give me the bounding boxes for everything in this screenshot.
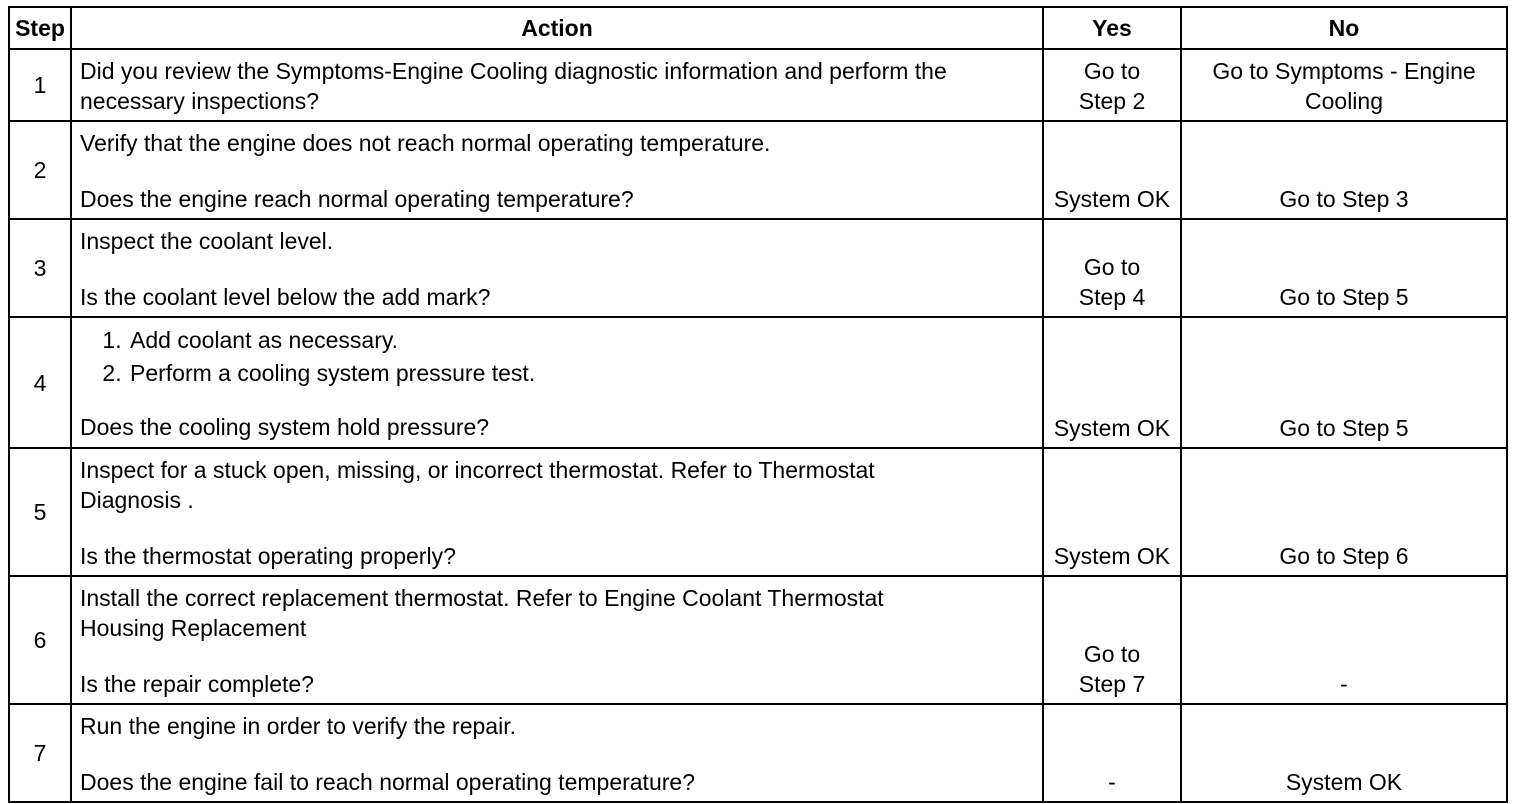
table-row [9,49,1507,121]
list-item: 1. Add coolant as necessary. [128,324,1034,357]
step-number: 4 [9,317,71,448]
no-cell [1181,121,1507,219]
yes-text: - [1108,769,1116,795]
yes-cell [1043,704,1181,802]
action-question: Does the engine reach normal operating temperature? [80,186,634,212]
step-number: 5 [9,448,71,576]
table-row [9,704,1507,802]
action-text: Run the engine in order to verify the repair. [80,713,516,739]
table-row [9,448,1507,576]
action-cell [71,121,1043,219]
action-cell [71,219,1043,317]
yes-cell [1043,49,1181,121]
action-steps-list [80,324,1034,390]
no-cell [1181,49,1507,121]
yes-cell [1043,317,1181,448]
no-text: Go to Step 3 [1279,186,1409,212]
yes-text: System OK [1053,415,1171,441]
step-number: 6 [9,576,71,704]
no-cell [1181,448,1507,576]
table-row [9,219,1507,317]
action-cell [71,448,1043,576]
no-cell [1181,219,1507,317]
action-cell [71,576,1043,704]
action-question: Does the cooling system hold pressure? [80,414,490,440]
action-text: Inspect for a stuck open, missing, or incorrect thermostat. Refer to Thermostat Diagnosis . [80,457,875,513]
no-text: Go to Step 6 [1279,543,1409,569]
step-number: 3 [9,219,71,317]
list-item: 2. Perform a cooling system pressure test. [128,357,1034,390]
no-text: System OK [1285,769,1403,795]
no-cell [1181,576,1507,704]
yes-cell [1043,219,1181,317]
no-cell [1181,704,1507,802]
no-text: - [1340,671,1348,697]
yes-text: System OK [1053,543,1171,569]
step-number: 2 [9,121,71,219]
yes-cell [1043,576,1181,704]
step-number: 7 [9,704,71,802]
header-no: No [1181,7,1507,49]
yes-text: Go to Step 7 [1078,641,1146,697]
table-row [9,317,1507,448]
action-cell [71,704,1043,802]
header-row [9,7,1507,49]
no-cell [1181,317,1507,448]
table-row [9,576,1507,704]
yes-cell [1043,121,1181,219]
no-text: Go to Step 5 [1279,284,1409,310]
action-cell [71,317,1043,448]
action-text: Verify that the engine does not reach normal operating temperature. [80,130,771,156]
action-text: Inspect the coolant level. [80,228,334,254]
step-number: 1 [9,49,71,121]
no-text: Go to Symptoms - Engine Cooling [1212,58,1476,114]
action-question: Is the coolant level below the add mark? [80,284,491,310]
yes-text: System OK [1053,186,1171,212]
action-question: Does the engine fail to reach normal operating temperature? [80,769,695,795]
header-yes: Yes [1043,7,1181,49]
action-cell [71,49,1043,121]
action-text: Install the correct replacement thermostat. Refer to Engine Coolant Thermostat Housing Replacement [80,585,884,641]
no-text: Go to Step 5 [1279,415,1409,441]
action-text: Did you review the Symptoms-Engine Cooling diagnostic information and perform the necessary inspections? [80,58,947,114]
header-step: Step [9,7,71,49]
action-question: Is the thermostat operating properly? [80,543,456,569]
yes-text: Go to Step 2 [1078,58,1146,114]
table-row [9,121,1507,219]
action-question: Is the repair complete? [80,671,314,697]
yes-cell [1043,448,1181,576]
yes-text: Go to Step 4 [1078,254,1146,310]
header-action: Action [71,7,1043,49]
diagnostic-table [8,6,1508,803]
